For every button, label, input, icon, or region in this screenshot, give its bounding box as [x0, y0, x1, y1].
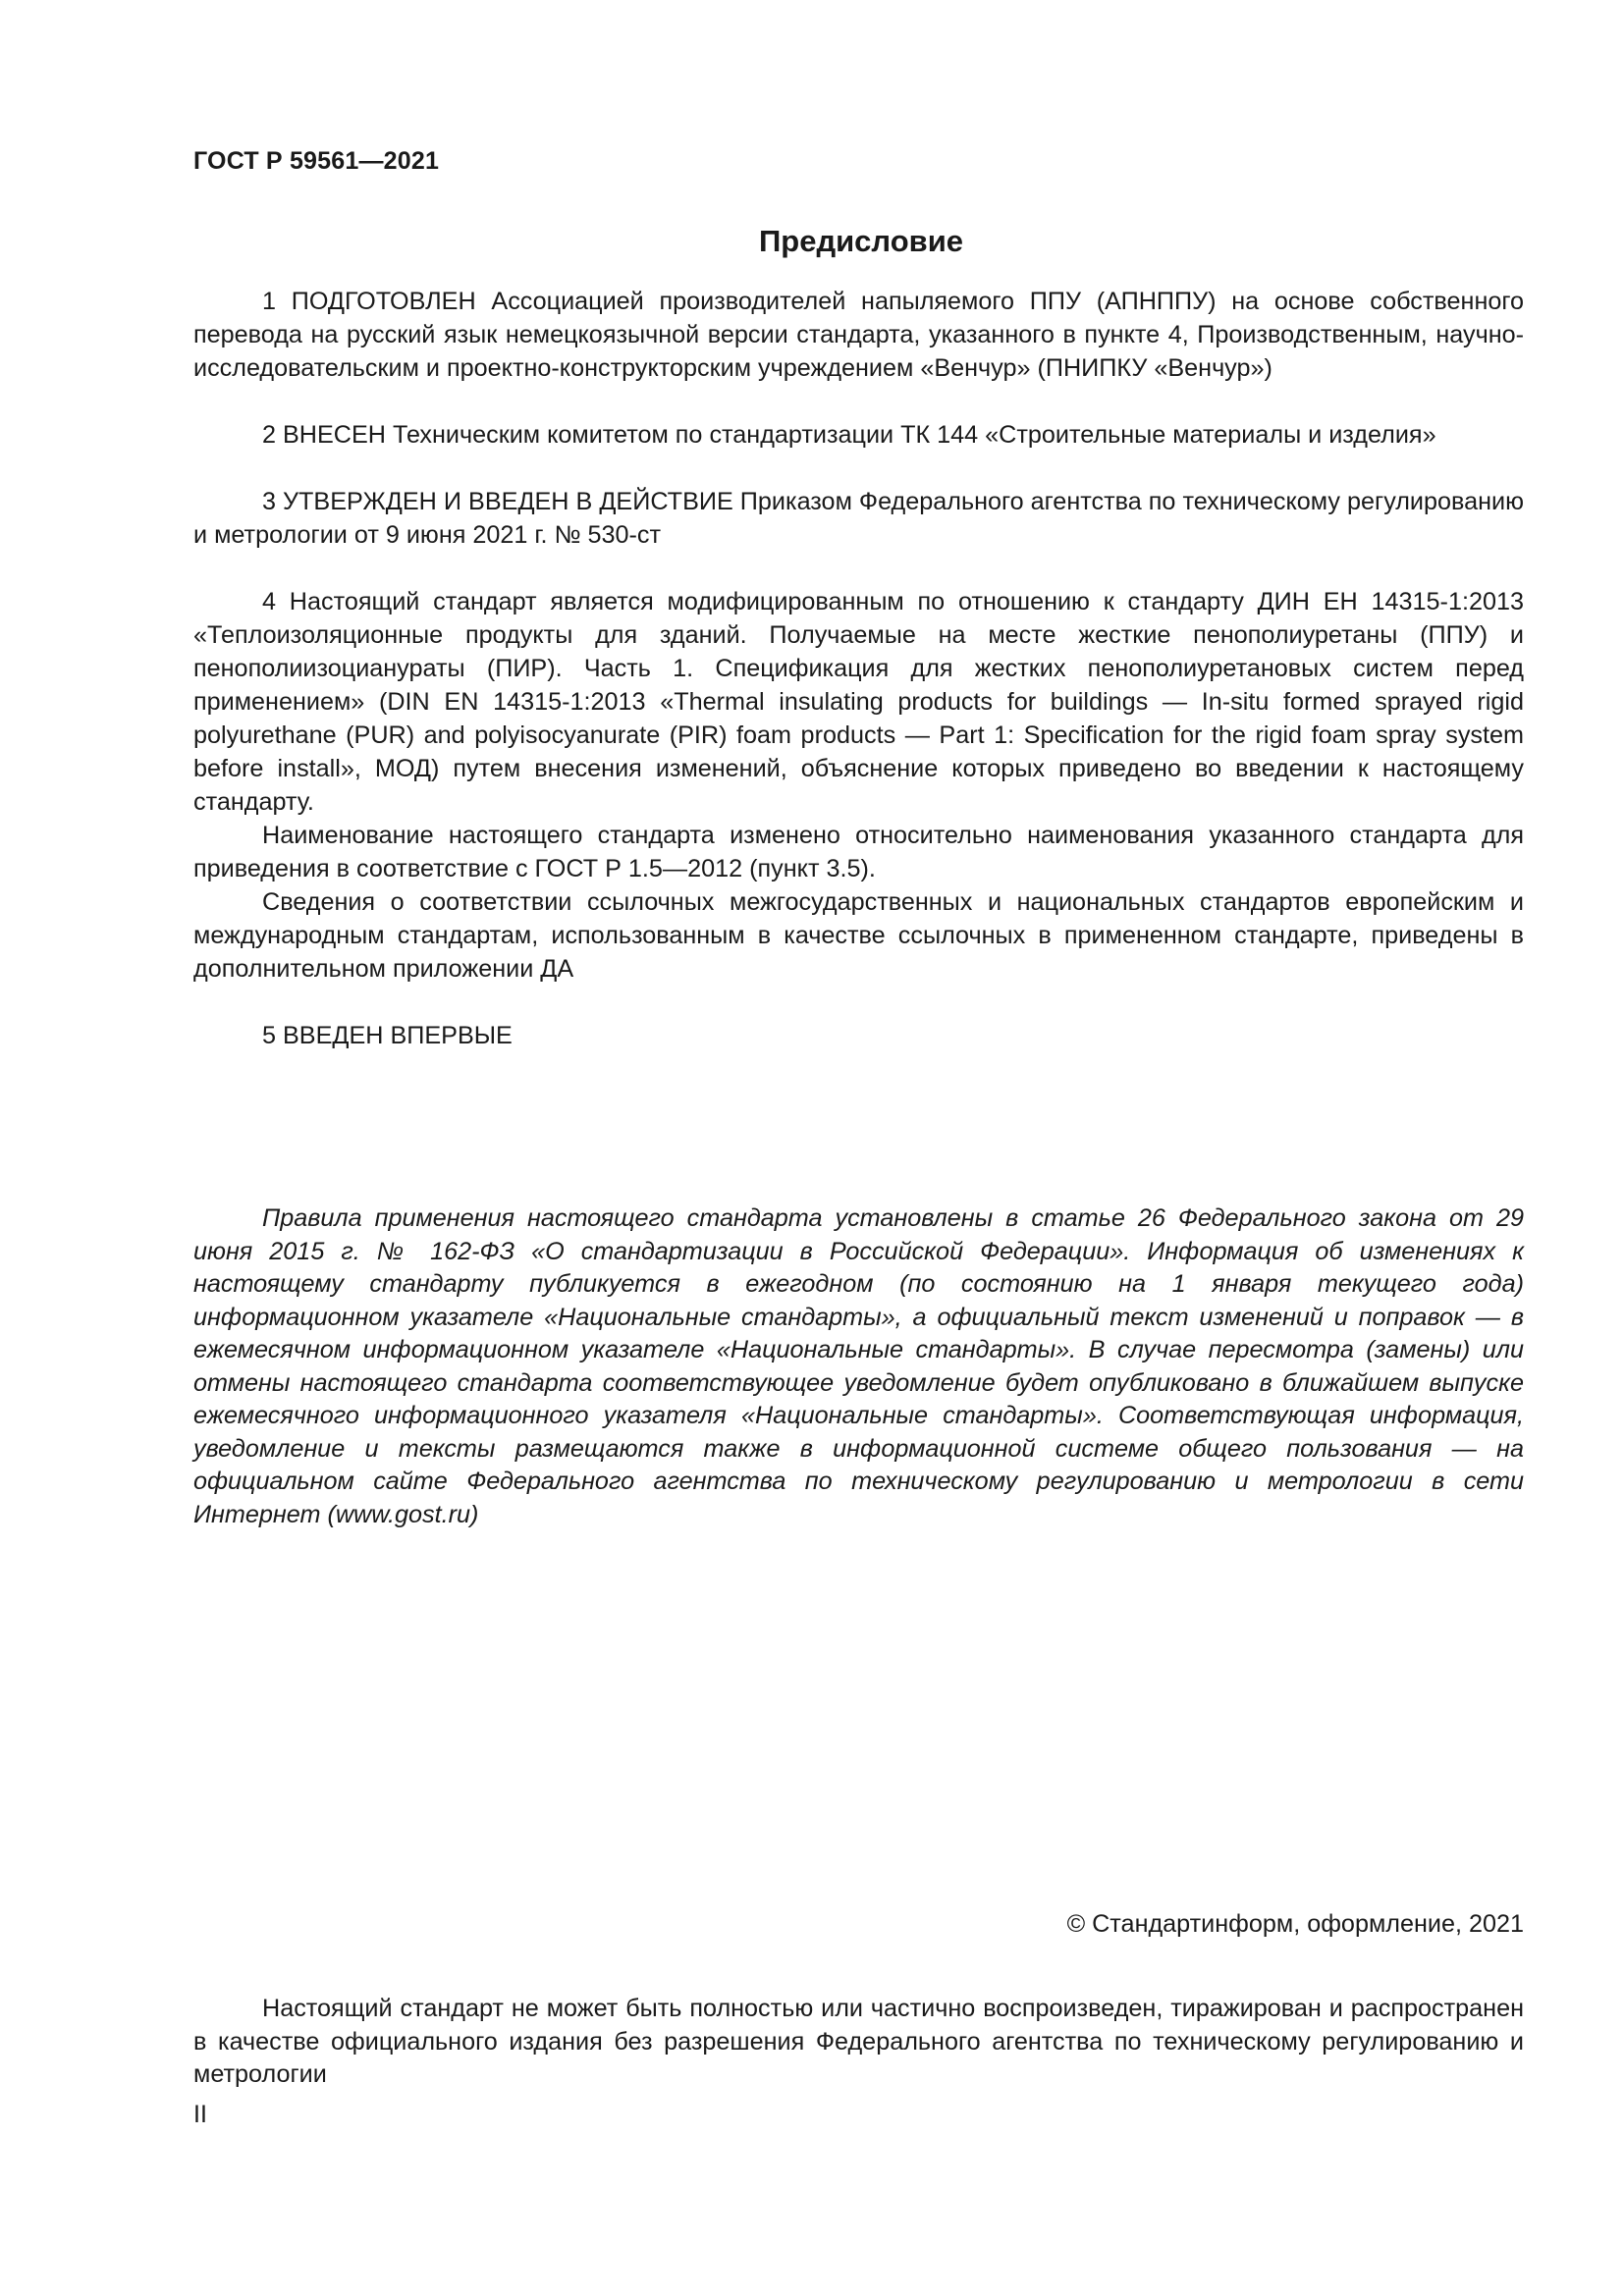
- copyright-line: © Стандартинформ, оформление, 2021: [1066, 1910, 1524, 1938]
- foreword-item-3: 3 УТВЕРЖДЕН И ВВЕДЕН В ДЕЙСТВИЕ Приказом Федерального агентства по техническому регулированию и метрологии от 9 июня 2021 г. № 530-ст: [193, 488, 1524, 549]
- reproduction-notice: Настоящий стандарт не может быть полностью или частично воспроизведен, тиражирован и распространен в качестве официального издания без разрешения Федерального агентства по техническому регулированию и метрологии: [193, 1995, 1524, 2088]
- foreword-item-4-title-note: Наименование настоящего стандарта изменено относительно наименования указанного стандарта для приведения в соответствие с ГОСТ Р 1.5—2012 (пункт 3.5).: [193, 822, 1524, 882]
- foreword-item-2: 2 ВНЕСЕН Техническим комитетом по стандартизации ТК 144 «Строительные материалы и изделия»: [262, 421, 1436, 449]
- application-rules-text: Правила применения настоящего стандарта установлены в статье 26 Федерального закона от 29 июня 2015 г. № 162-ФЗ «О стандартизации в Российской Федерации». Информация об изменениях к настоящему стандарту публикуется в ежегодном (по состоянию на 1 января текущего года) информационном указателе «Национальные стандарты», а официальный текст изменений и поправок — в ежемесячном информационном указателе «Национальные стандарты». В случае пересмотра (замены) или отмены настоящего стандарта соответствующее уведомление будет опубликовано в ближайшем выпуске ежемесячного информационного указателя «Национальные стандарты». Соответствующая информация, уведомление и тексты размещаются также в информационной системе общего пользования — на официальном сайте Федерального агентства по техническому регулированию и метрологии в сети Интернет (www.gost.ru): [193, 1204, 1524, 1528]
- page-number: II: [193, 2101, 207, 2128]
- foreword-item-4-references-note: Сведения о соответствии ссылочных межгосударственных и национальных стандартов европейским и международным стандартам, использованным в качестве ссылочных в примененном стандарте, приведены в дополнительном приложении ДА: [193, 888, 1524, 983]
- foreword-item-1: 1 ПОДГОТОВЛЕН Ассоциацией производителей напыляемого ППУ (АПНППУ) на основе собственного перевода на русский язык немецкоязычной версии стандарта, указанного в пункте 4, Производственным, научно-исследовательским и проектно-конструкторским учреждением «Венчур» (ПНИПКУ «Венчур»): [193, 288, 1524, 382]
- document-id-header: ГОСТ Р 59561—2021: [193, 147, 440, 175]
- foreword-item-4: 4 Настоящий стандарт является модифицированным по отношению к стандарту ДИН ЕН 14315-1:2013 «Теплоизоляционные продукты для зданий. Получаемые на месте жесткие пенополиуретаны (ППУ) и пенополиизоцианураты (ПИР). Часть 1. Спецификация для жестких пенополиуретановых систем перед применением» (DIN EN 14315-1:2013 «Thermal insulating products for buildings — In-situ formed sprayed rigid polyurethane (PUR) and polyisocyanurate (PIR) foam products — Part 1: Specification for the rigid foam spray system before install», МОД) путем внесения изменений, объяснение которых приведено во введении к настоящему стандарту.: [193, 588, 1524, 816]
- foreword-item-5: 5 ВВЕДЕН ВПЕРВЫЕ: [262, 1022, 513, 1049]
- page-title: Предисловие: [758, 224, 963, 258]
- foreword-content: [193, 285, 1524, 1052]
